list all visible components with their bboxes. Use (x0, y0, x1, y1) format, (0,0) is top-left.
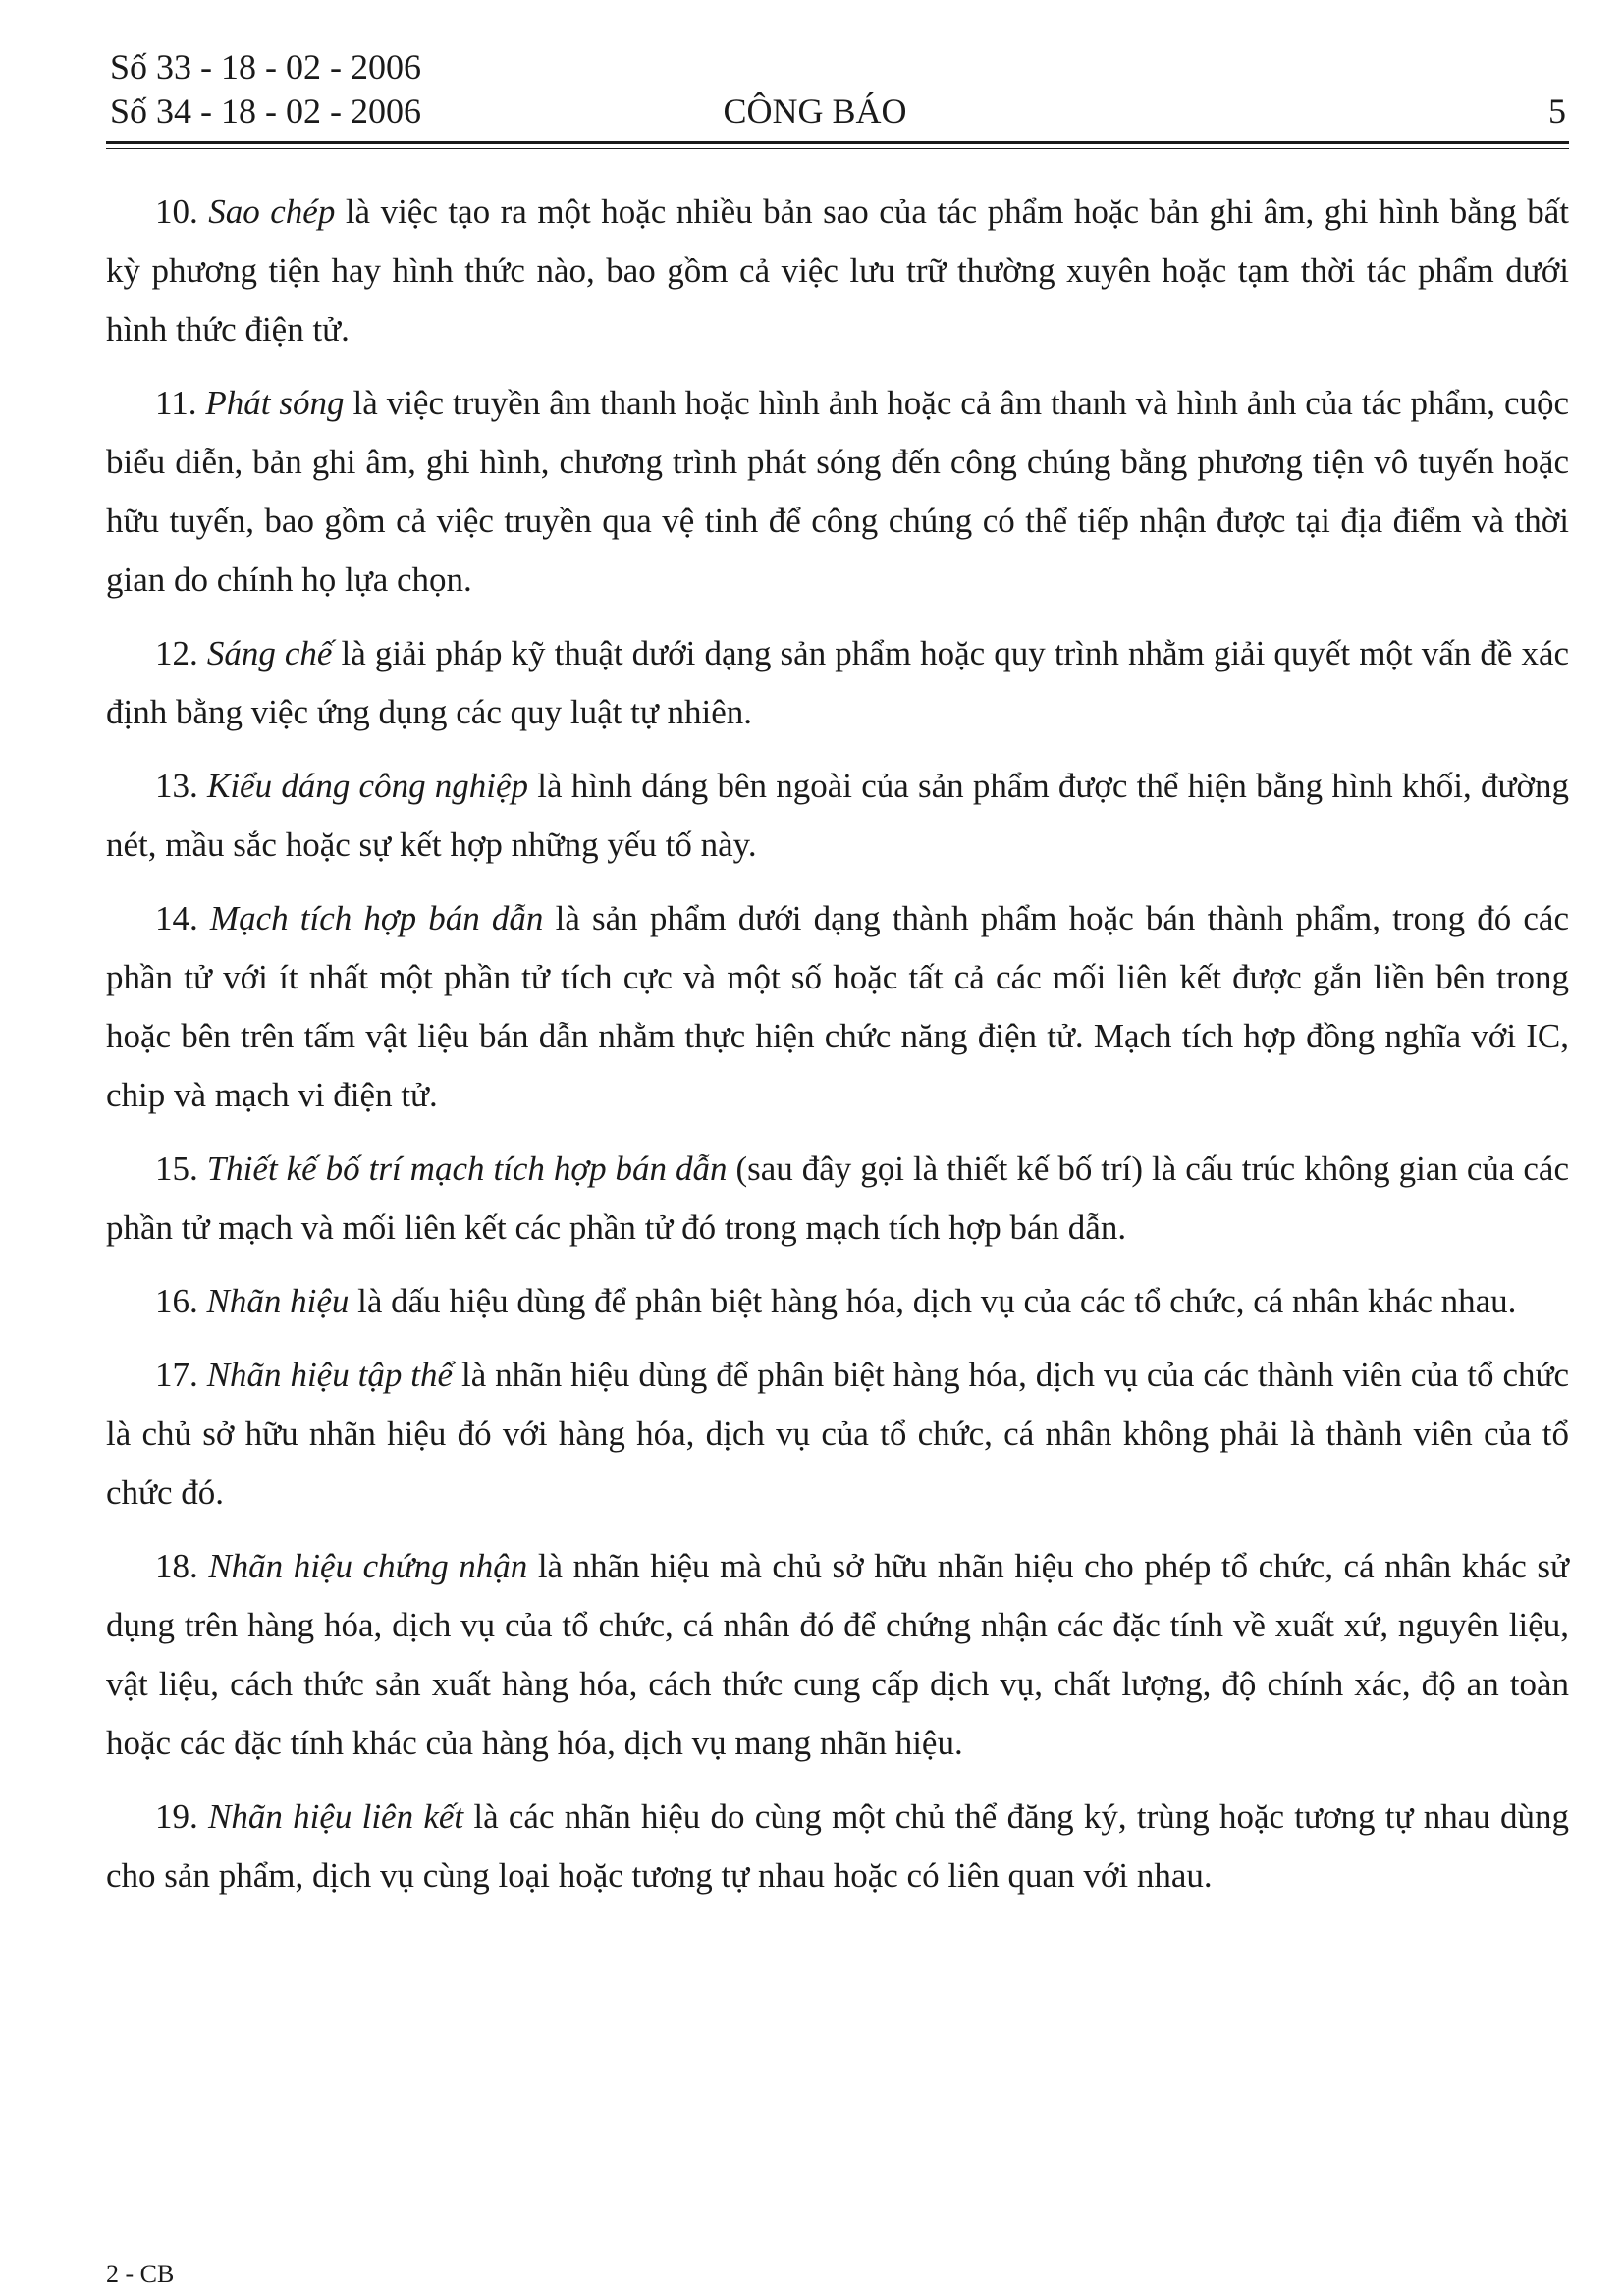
sheet-mark: 2 - CB (106, 2260, 175, 2288)
clause-number: 13. (155, 767, 207, 805)
header-rule-thick (106, 141, 1569, 144)
definition-paragraph (106, 1272, 1569, 1331)
definition-text: là nhãn hiệu dùng để phân biệt hàng hóa, dịch vụ của các thành viên của tổ chức là chủ sở hữu nhãn hiệu đó với hàng hóa, dịch vụ của tổ chức, cá nhân không phải là thành viên của tổ chức đó. (106, 1356, 1569, 1512)
clause-number: 15. (155, 1149, 207, 1188)
clause-number: 10. (155, 192, 209, 231)
clause-number: 11. (155, 384, 206, 422)
definition-text: là sản phẩm dưới dạng thành phẩm hoặc bán thành phẩm, trong đó các phần tử với ít nhất một phần tử tích cực và một số hoặc tất cả các mối liên kết được gắn liền bên trong hoặc bên trên tấm vật liệu bán dẫn nhằm thực hiện chức năng điện tử. Mạch tích hợp đồng nghĩa với IC, chip và mạch vi điện tử. (106, 899, 1569, 1114)
definition-text: là giải pháp kỹ thuật dưới dạng sản phẩm hoặc quy trình nhằm giải quyết một vấn đề xác định bằng việc ứng dụng các quy luật tự nhiên. (106, 634, 1570, 731)
definition-paragraph (106, 1788, 1569, 1905)
clause-number: 19. (155, 1797, 208, 1836)
defined-term: Nhãn hiệu liên kết (208, 1797, 464, 1836)
defined-term: Nhãn hiệu (206, 1282, 350, 1320)
definition-paragraph (106, 757, 1569, 875)
defined-term: Mạch tích hợp bán dẫn (209, 899, 544, 937)
defined-term: Phát sóng (205, 384, 345, 422)
definition-paragraph (106, 889, 1569, 1125)
definition-text: là hình dáng bên ngoài của sản phẩm được thể hiện bằng hình khối, đường nét, mầu sắc hoặc sự kết hợp những yếu tố này. (106, 767, 1569, 864)
issue-numbers (110, 45, 421, 133)
article-body (106, 183, 1569, 1920)
page-number: 5 (1548, 91, 1566, 131)
definition-text: là dấu hiệu dùng để phân biệt hàng hóa, dịch vụ của các tổ chức, cá nhân khác nhau. (349, 1282, 1517, 1320)
defined-term: Nhãn hiệu chứng nhận (208, 1547, 528, 1585)
issue-line-1: Số 33 - 18 - 02 - 2006 (110, 47, 421, 86)
clause-number: 18. (155, 1547, 209, 1585)
defined-term: Thiết kế bố trí mạch tích hợp bán dẫn (206, 1149, 728, 1188)
defined-term: Kiểu dáng công nghiệp (206, 767, 529, 805)
clause-number: 12. (155, 634, 207, 672)
clause-number: 16. (155, 1282, 207, 1320)
definition-paragraph (106, 624, 1569, 742)
definition-paragraph (106, 374, 1569, 610)
definition-text: là nhãn hiệu mà chủ sở hữu nhãn hiệu cho phép tổ chức, cá nhân khác sử dụng trên hàng hóa, dịch vụ của tổ chức, cá nhân đó để chứng nhận các đặc tính về xuất xứ, nguyên liệu, vật liệu, cách thức sản xuất hàng hóa, cách thức cung cấp dịch vụ, chất lượng, độ chính xác, độ an toàn hoặc các đặc tính khác của hàng hóa, dịch vụ mang nhãn hiệu. (106, 1547, 1570, 1762)
clause-number: 17. (155, 1356, 207, 1394)
definition-paragraph (106, 183, 1569, 359)
definition-text: là việc tạo ra một hoặc nhiều bản sao của tác phẩm hoặc bản ghi âm, ghi hình bằng bất kỳ phương tiện hay hình thức nào, bao gồm cả việc lưu trữ thường xuyên hoặc tạm thời tác phẩm dưới hình thức điện tử. (106, 192, 1569, 348)
definition-paragraph (106, 1346, 1569, 1522)
issue-line-2: Số 34 - 18 - 02 - 2006 (110, 91, 421, 131)
clause-number: 14. (155, 899, 210, 937)
gazette-title: CÔNG BÁO (723, 91, 907, 131)
header-rule-thin (106, 148, 1569, 149)
definition-text: (sau đây gọi là thiết kế bố trí) là cấu trúc không gian của các phần tử mạch và mối liên kết các phần tử đó trong mạch tích hợp bán dẫn. (106, 1149, 1570, 1247)
defined-term: Nhãn hiệu tập thể (206, 1356, 454, 1394)
definition-paragraph (106, 1537, 1569, 1773)
definition-text: là các nhãn hiệu do cùng một chủ thể đăng ký, trùng hoặc tương tự nhau dùng cho sản phẩm, dịch vụ cùng loại hoặc tương tự nhau hoặc có liên quan với nhau. (106, 1797, 1569, 1895)
defined-term: Sao chép (208, 192, 336, 231)
definition-paragraph (106, 1140, 1569, 1257)
definition-text: là việc truyền âm thanh hoặc hình ảnh hoặc cả âm thanh và hình ảnh của tác phẩm, cuộc biểu diễn, bản ghi âm, ghi hình, chương trình phát sóng đến công chúng bằng phương tiện vô tuyến hoặc hữu tuyến, bao gồm cả việc truyền qua vệ tinh để công chúng có thể tiếp nhận được tại địa điểm và thời gian do chính họ lựa chọn. (106, 384, 1570, 599)
defined-term: Sáng chế (206, 634, 333, 672)
